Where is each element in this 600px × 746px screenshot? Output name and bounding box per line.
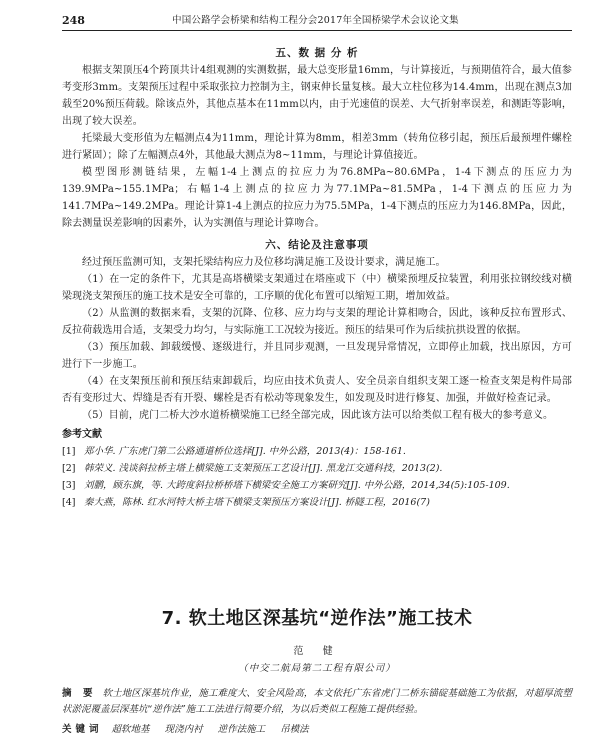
section-heading-conclusions: 六、结论及注意事项 — [265, 239, 369, 251]
paragraph: （3）预压加载、卸载缓慢、逐级进行，并且同步观测，一旦发现异常情况，立即停止加载，找出原因，方可进行下一步施工。 — [62, 342, 572, 370]
page-number: 248 — [62, 14, 85, 27]
article-author: 范 健 — [293, 646, 341, 657]
reference-item — [62, 460, 572, 477]
reference-number: [2] — [62, 463, 76, 474]
reference-item — [62, 494, 572, 511]
paragraph: （1）在一定的条件下，尤其是高塔横梁支架通过在塔座或下（中）横梁预埋反拉装置，利用张拉钢绞线对横梁现浇支架预压的施工技术是安全可靠的，工序顺的优化布置可以缩短工期，增加效益。 — [62, 274, 572, 302]
abstract-label: 摘 要 — [62, 688, 97, 699]
abstract — [62, 686, 572, 718]
reference-item — [62, 477, 572, 494]
article-title: 7. 软土地区深基坑“逆作法”施工技术 — [161, 608, 473, 629]
reference-number: [4] — [62, 497, 76, 508]
main-content — [62, 44, 572, 511]
article-affiliation: （中交二航局第二工程有限公司） — [238, 663, 396, 674]
keyword: 逆作法施工 — [217, 724, 266, 735]
reference-text: 郑小华. 广东虎门第二公路通道桥位选择[J]. 中外公路，2013(4)：158-161. — [84, 446, 406, 457]
reference-item — [62, 443, 572, 460]
paragraph: 托梁最大变形值为左幅测点4为11mm，理论计算为8mm，相差3mm（转角位移引起，预压后最预埋件螺栓进行紧固）；除了左幅测点4外，其他最大测点为8~11mm，与理论计算值接近。 — [62, 133, 572, 161]
keyword: 超软地基 — [111, 724, 150, 735]
paragraph: 经过预压监测可知，支架托梁结构应力及位移均满足施工及设计要求，满足施工。 — [82, 257, 446, 268]
reference-text: 刘鹏，顾东旗，等. 大跨度斜拉桥桥塔下横梁安全施工方案研究[J]. 中外公路，2014,34(5):105-109. — [84, 480, 510, 491]
paragraph: （2）从监测的数据来看，支架的沉降、位移、应力均与支架的理论计算相吻合，因此，该种反拉布置形式、反拉荷载选用合适，支架受力均匀，与实际施工工况较为接近。预压的结果可作为后续抗拱设置的依据。 — [62, 308, 572, 336]
keywords — [62, 722, 572, 738]
paragraph: （5）目前，虎门二桥大沙水道桥横梁施工已经全部完成，因此该方法可以给类似工程有极大的参考意义。 — [82, 410, 554, 421]
journal-title: 中国公路学会桥梁和结构工程分会2017年全国桥梁学术会议论文集 — [172, 15, 459, 26]
reference-number: [1] — [62, 446, 76, 457]
abstract-text: 软土地区深基坑作业，施工难度大、安全风险高，本文依托广东省虎门二桥东锚碇基础施工为依据，对超厚流塑状淤泥覆盖层深基坑“逆作法”施工工法进行简要介绍，为以后类似工程施工提供经验。 — [62, 688, 572, 715]
reference-text: 秦大燕，陈林. 红水河特大桥主塔下横梁支架预压方案设计[J]. 桥隧工程，2016(7) — [84, 497, 430, 508]
keywords-label: 关键词 — [62, 724, 103, 735]
running-header — [62, 12, 572, 31]
section-heading-data-analysis: 五、数 据 分 析 — [275, 47, 359, 59]
paragraph: 模型图形测链结果，左幅1-4上测点的拉应力为76.8MPa~80.6MPa，1-4下测点的压应力为139.9MPa~155.1MPa；右幅1-4上测点的拉应力为77.1MPa~81.5MPa，1-4下测点的压应力为141.7MPa~149.2MPa。理论计算1-4上测点的拉应力为75.5MPa，1-4下测点的压应力为146.8MPa，因此，除去测量误差影响的因素外，认为实测值与理论计算吻合。 — [62, 167, 572, 229]
reference-number: [3] — [62, 480, 76, 491]
keyword: 现浇内衬 — [164, 724, 203, 735]
keyword: 吊模法 — [280, 724, 309, 735]
paragraph: （4）在支架预压前和预压结束卸载后，均应由技术负责人、安全员亲自组织支架工逐一检查支架是构件局部否有变形过大、焊缝是否有开裂、螺栓是否有松动等现象发生，如发现及时进行修复、加强，并做好检查记录。 — [62, 376, 572, 404]
references-heading: 参考文献 — [62, 429, 102, 440]
paragraph: 根据支架顶压4个跨顶共计4组观测的实测数据，最大总变形量16mm，与计算接近，与预期值符合，最大值参考变形3mm。支架预压过程中采取张拉力控制为主，钢束伸长量复核。最大立柱位移为14.4mm，出现在测点3加载至20%预压荷载。除该点外，其他点基本在11mm以内，由于光速值的误差、大气折射率误差，和测距等影响，出现了较大误差。 — [62, 65, 572, 127]
reference-text: 韩荣义. 浅谈斜拉桥主塔上横梁施工支架预压工艺设计[J]. 黑龙江交通科技，2013(2). — [84, 463, 443, 474]
